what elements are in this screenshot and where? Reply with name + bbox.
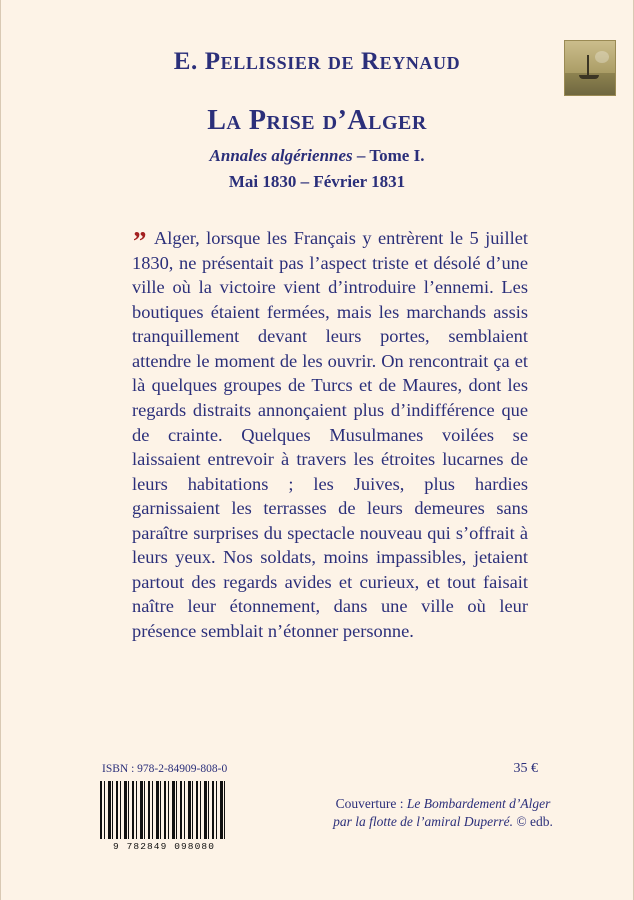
book-title: La Prise d’Alger	[207, 105, 427, 136]
quote-paragraph: Alger, lorsque les Français y entrèrent le 5 juillet 1830, ne présentait pas l’aspect triste et désolé d’une ville où la victoire vient d’introduire l’ennemi. Les boutiques étaient fermées, mais les marchands assis tranquillement devant leurs portes, semblaient attendre le moment de les ouvrir. On rencontrait ça et là quelques groupes de Turcs et de Maures, dont les regards distraits annonçaient plus d’indifférence que de crainte. Quelques Musulmanes voilées se laissaient entrevoir à travers les étroites lucarnes de leurs habitations ; les Juives, plus hardies garnissaient les terrasses de leurs demeures sans paraître surprises du spectacle nouveau qui s’offrait à leurs yeux. Nos soldats, moins impassibles, jetaient partout des regards avides et curieux, et tout faisait naître leur étonnement, dans une ville où leur présence semblait n’étonner personne.	[132, 228, 528, 641]
credit-artwork-title: Le Bombardement d’Alger	[406, 796, 551, 811]
barcode-bars	[100, 781, 228, 839]
isbn-text: ISBN : 978-2-84909-808-0	[102, 763, 228, 775]
barcode-digits: 9 782849 098080	[112, 841, 215, 852]
cover-credit	[318, 795, 568, 831]
series-name: Annales algériennes	[209, 146, 353, 165]
back-cover-quote	[132, 226, 528, 644]
series-date-range: Mai 1830 – Février 1831	[228, 172, 406, 191]
series-volume: Tome I.	[369, 146, 425, 165]
credit-suffix: © edb.	[513, 814, 553, 830]
cover-footer	[0, 755, 634, 900]
credit-prefix: Couverture :	[335, 796, 407, 811]
credit-artwork-detail: par la flotte de l’amiral Duperré.	[333, 814, 514, 830]
series-subtitle	[0, 146, 634, 166]
barcode	[100, 781, 228, 852]
series-dash: –	[352, 146, 370, 165]
author-name: E. Pellissier de Reynaud	[173, 48, 461, 75]
quotation-mark-icon: ”	[133, 226, 147, 256]
price-label: 35 €	[513, 761, 538, 776]
